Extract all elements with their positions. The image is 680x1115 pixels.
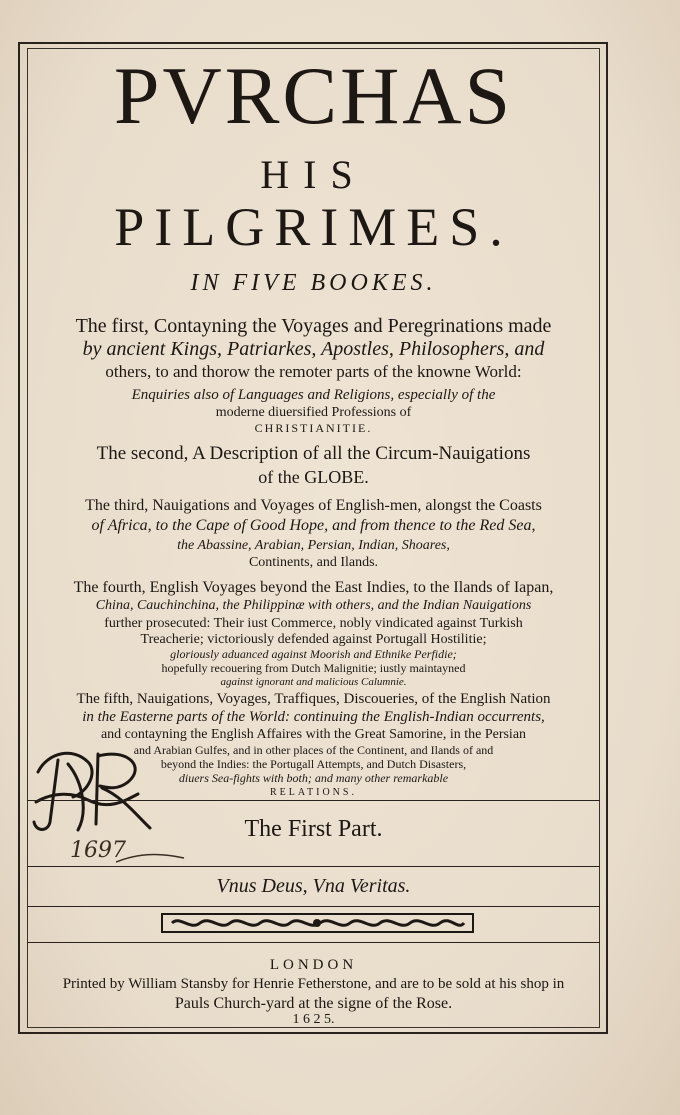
first-line-1: The first, Contayning the Voyages and Peregrinations made [75,315,552,337]
fourth-line-5: gloriously aduanced against Moorish and Ethnike Perfidie; [170,647,457,661]
part-heading: The First Part. [244,816,383,842]
fifth-line-2: in the Easterne parts of the World: continuing the English-Indian occurrents, [82,709,545,725]
imprint-line-1: Printed by William Stansby for Henrie Fetherstone, and are to be sold at his shop in [62,976,565,992]
first-line-5: moderne diuersified Professions of [215,405,412,420]
imprint-city: LONDON [269,957,358,973]
fourth-line-2: China, Cauchinchina, the Philippinæ with others, and the Indian Nauigations [95,598,532,613]
fifth-line-1: The fifth, Nauigations, Voyages, Traffiques, Discoueries, of the English Nation [76,691,551,707]
fifth-line-5: beyond the Indies: the Portugall Attempts, and Dutch Disasters, [160,757,467,771]
imprint-line-2: Pauls Church-yard at the signe of the Rose. [174,995,453,1012]
title-line-2: HIS [260,152,367,197]
fourth-line-6: hopefully recouering from Dutch Malignitie; iustly maintayned [161,661,466,675]
rule-above-imprint [27,942,600,943]
subtitle: IN FIVE BOOKES. [190,270,437,296]
first-line-2: by ancient Kings, Patriarkes, Apostles, Philosophers, and [82,338,545,360]
fifth-line-6: diuers Sea-fights with both; and many other remarkable [178,771,449,785]
handwritten-year: 1697 [70,838,190,878]
second-line-2: of the GLOBE. [258,467,369,487]
first-line-3: others, to and thorow the remoter parts of the knowne World: [105,362,522,381]
fourth-line-3: further prosecuted: Their iust Commerce, nobly vindicated against Turkish [104,616,523,631]
third-line-1: The third, Nauigations and Voyages of English-men, alongst the Coasts [85,497,542,514]
first-line-6: CHRISTIANITIE. [254,421,373,435]
second-line-1: The second, A Description of all the Circum-Nauigations [96,443,531,464]
title-line-3: PILGRIMES. [114,197,513,257]
fourth-line-4: Treacherie; victoriously defended against Portugall Hostilitie; [140,632,487,647]
imprint-year: 1 6 2 5. [292,1012,335,1027]
first-line-4: Enquiries also of Languages and Religions, especially of the [131,387,496,403]
rule-top-part [27,800,600,801]
motto: Vnus Deus, Vna Veritas. [216,875,411,897]
fifth-line-7: RELATIONS. [270,787,357,798]
fifth-line-4: and Arabian Gulfes, and in other places of the Continent, and Ilands of and [133,743,494,757]
ornament-band [160,910,475,936]
fourth-line-7: against ignorant and malicious Calumnie. [220,676,407,688]
third-line-4: Continents, and Ilands. [248,555,379,570]
rule-mid [27,866,600,867]
rule-below-motto [27,906,600,907]
third-line-3: the Abassine, Arabian, Persian, Indian, Shoares, [177,538,450,553]
title-line-1: PVRCHAS [113,50,514,141]
fourth-line-1: The fourth, English Voyages beyond the East Indies, to the Ilands of Iapan, [73,579,554,596]
handwriting-flourish [116,848,186,868]
fifth-line-3: and contayning the English Affaires with the Great Samorine, in the Persian [100,727,527,742]
third-line-2: of Africa, to the Cape of Good Hope, and from thence to the Red Sea, [91,517,536,534]
